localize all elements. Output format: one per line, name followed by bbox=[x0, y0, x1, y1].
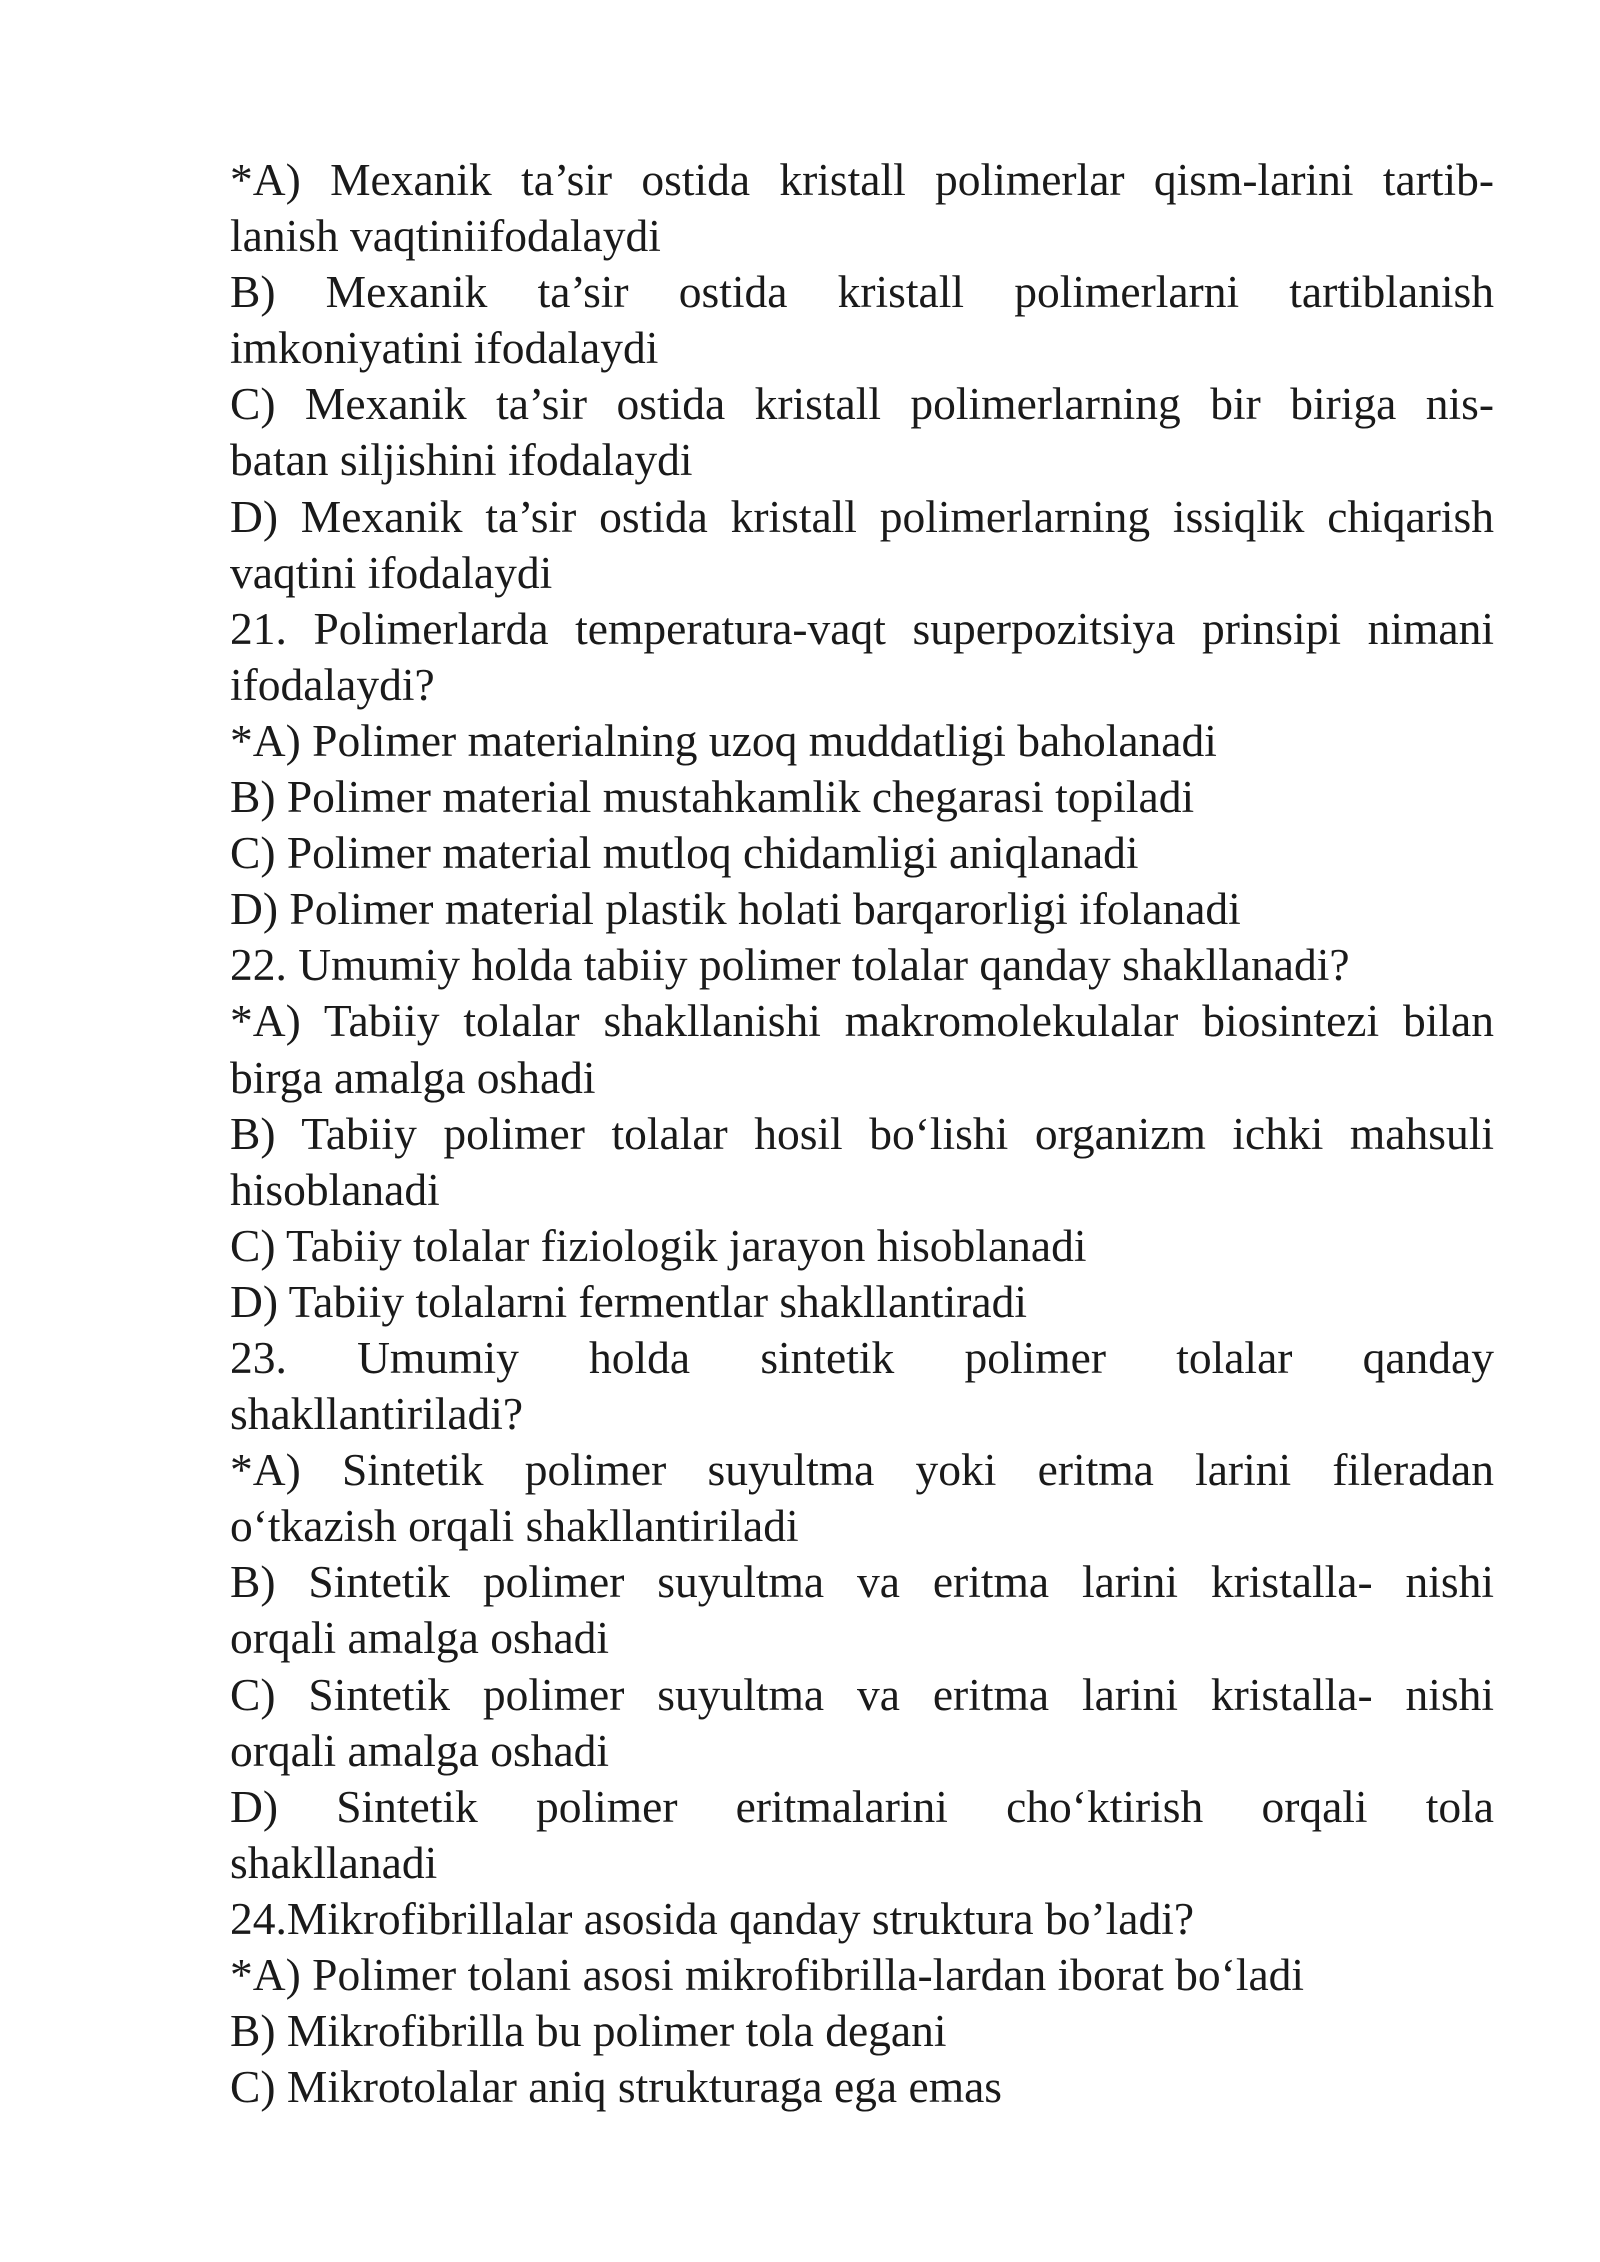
text-line: orqali amalga oshadi bbox=[230, 1612, 610, 1664]
text-line: 21. Polimerlarda temperatura-vaqt superpozitsiya prinsipi nimani bbox=[230, 602, 1494, 654]
text-line: 24.Mikrofibrillalar asosida qanday struktura bo’ladi? bbox=[230, 1892, 1195, 1944]
text-line: imkoniyatini ifodalaydi bbox=[230, 322, 659, 374]
text-line: B) Polimer material mustahkamlik chegarasi topiladi bbox=[230, 771, 1195, 823]
text-line: vaqtini ifodalaydi bbox=[230, 546, 553, 598]
text-line: C) Sintetik polimer suyultma va eritma larini kristalla- nishi bbox=[230, 1668, 1494, 1720]
text-line: shakllanadi bbox=[230, 1836, 438, 1888]
text-line: lanish vaqtiniifodalaydi bbox=[230, 210, 661, 262]
text-line: D) Mexanik ta’sir ostida kristall polimerlarning issiqlik chiqarish bbox=[230, 490, 1494, 542]
text-line: D) Polimer material plastik holati barqarorligi ifolanadi bbox=[230, 883, 1241, 935]
text-line: D) Tabiiy tolalarni fermentlar shakllantiradi bbox=[230, 1275, 1028, 1327]
document-body bbox=[230, 152, 1494, 2115]
text-line: C) Polimer material mutloq chidamligi aniqlanadi bbox=[230, 827, 1139, 879]
text-line: *A) Sintetik polimer suyultma yoki eritma larini fileradan bbox=[230, 1444, 1494, 1496]
text-line: D) Sintetik polimer eritmalarini cho‘ktirish orqali tola bbox=[230, 1780, 1494, 1832]
text-line: C) Mikrotolalar aniq strukturaga ega emas bbox=[230, 2061, 1002, 2113]
text-line: hisoblanadi bbox=[230, 1163, 440, 1215]
text-line: orqali amalga oshadi bbox=[230, 1724, 610, 1776]
text-line: birga amalga oshadi bbox=[230, 1051, 596, 1103]
text-line: 23. Umumiy holda sintetik polimer tolalar qanday bbox=[230, 1331, 1494, 1383]
text-line: B) Mexanik ta’sir ostida kristall polimerlarni tartiblanish bbox=[230, 266, 1494, 318]
text-line: o‘tkazish orqali shakllantiriladi bbox=[230, 1500, 799, 1552]
text-line: B) Mikrofibrilla bu polimer tola degani bbox=[230, 2005, 947, 2057]
text-line: C) Mexanik ta’sir ostida kristall polimerlarning bir biriga nis- bbox=[230, 378, 1494, 430]
text-line: *A) Mexanik ta’sir ostida kristall polimerlar qism-larini tartib- bbox=[230, 154, 1494, 205]
text-line: *A) Tabiiy tolalar shakllanishi makromolekulalar biosintezi bilan bbox=[230, 995, 1494, 1047]
text-line: C) Tabiiy tolalar fiziologik jarayon hisoblanadi bbox=[230, 1219, 1087, 1271]
text-line: ifodalaydi? bbox=[230, 658, 435, 710]
text-line: B) Tabiiy polimer tolalar hosil bo‘lishi organizm ichki mahsuli bbox=[230, 1107, 1494, 1159]
text-line: B) Sintetik polimer suyultma va eritma larini kristalla- nishi bbox=[230, 1556, 1494, 1608]
text-line: *A) Polimer tolani asosi mikrofibrilla-lardan iborat bo‘ladi bbox=[230, 1949, 1305, 2000]
text-line: 22. Umumiy holda tabiiy polimer tolalar qanday shakllanadi? bbox=[230, 939, 1350, 991]
text-line: *A) Polimer materialning uzoq muddatligi baholanadi bbox=[230, 714, 1217, 766]
text-line: batan siljishini ifodalaydi bbox=[230, 434, 693, 486]
text-line: shakllantiriladi? bbox=[230, 1388, 524, 1440]
